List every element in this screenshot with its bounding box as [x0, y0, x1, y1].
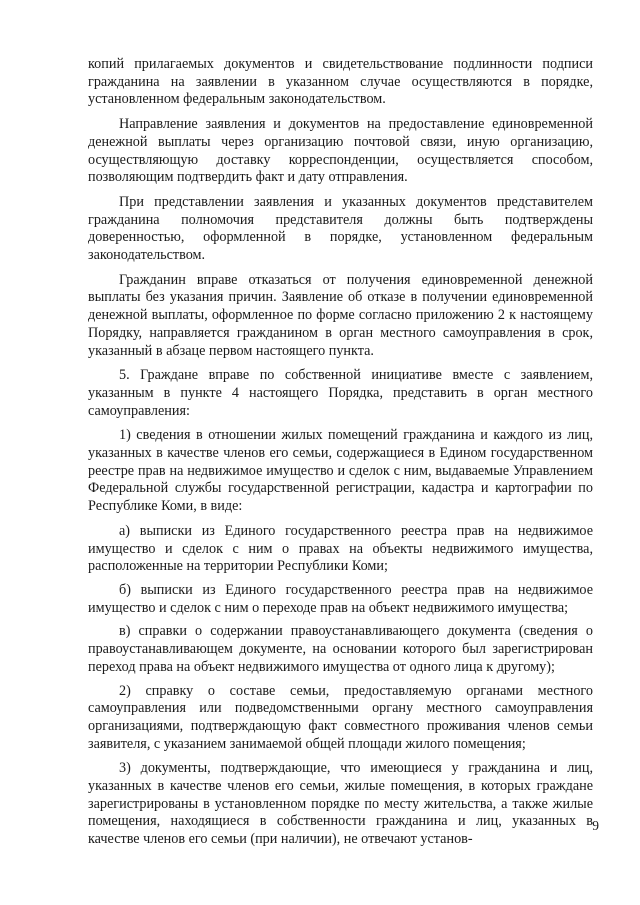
page-number: 9 [592, 818, 599, 833]
paragraph-subitem-2: 2) справку о составе семьи, предоставляемую органами местного самоуправления или подведомственными органу местного самоуправления организациями, подтверждающую факт совместного проживания членов семьи заявителя, с указанием занимаемой общей площади жилого помещения; [88, 682, 593, 752]
paragraph-copies-certification: копий прилагаемых документов и свидетельствование подлинности подписи гражданина на заявлении в указанном случае осуществляются в порядке, установленном федеральным законодательством. [88, 56, 593, 108]
paragraph-representative-authority: При представлении заявления и указанных документов представителем гражданина полномочия представителя должны быть подтверждены доверенностью, оформленной в порядке, установленном федеральным законодательством. [88, 193, 593, 264]
paragraph-subitem-1a: а) выписки из Единого государственного реестра прав на недвижимое имущество и сделок с ним о правах на объекты недвижимого имущества, расположенные на территории Республики Коми; [88, 522, 593, 575]
paragraph-subitem-1v: в) справки о содержании правоустанавливающего документа (сведения о правоустанавливающем документе, на основании которого был зарегистрирован переход права на объект недвижимого имущества от одного лица к другому); [88, 623, 593, 675]
paragraph-postal-submission: Направление заявления и документов на предоставление единовременной денежной выплаты через организацию почтовой связи, иную организацию, осуществляющую доставку корреспонденции, осуществляется способом, позволяющим подтвердить факт и дату отправления. [88, 116, 593, 186]
paragraph-subitem-3: 3) документы, подтверждающие, что имеющиеся у гражданина и лиц, указанных в качестве членов его семьи, жилые помещения, в которых граждане зарегистрированы в установленном порядке по месту жительства, а также жилые помещения, находящиеся в собственности гражданина и лиц, указанных в качестве членов его семьи (при наличии), не отвечают установ- [88, 760, 593, 848]
document-body [88, 56, 593, 849]
paragraph-item-5: 5. Граждане вправе по собственной инициативе вместе с заявлением, указанным в пункте 4 настоящего Порядка, представить в орган местного самоуправления: [88, 367, 593, 419]
paragraph-subitem-1: 1) сведения в отношении жилых помещений гражданина и каждого из лиц, указанных в качестве членов его семьи, содержащиеся в Едином государственном реестре прав на недвижимое имущество и сделок с ним, выдаваемые Управлением Федеральной службы государственной регистрации, кадастра и картографии по Республике Коми, в виде: [88, 427, 593, 515]
paragraph-refusal-right: Гражданин вправе отказаться от получения единовременной денежной выплаты без указания причин. Заявление об отказе в получении единовременной денежной выплаты, оформленное по форме согласно приложению 2 к настоящему Порядку, направляется гражданином в орган местного самоуправления в срок, указанный в абзаце первом настоящего пункта. [88, 271, 593, 359]
paragraph-subitem-1b: б) выписки из Единого государственного реестра прав на недвижимое имущество и сделок с ним о переходе прав на объект недвижимого имущества; [88, 581, 593, 616]
